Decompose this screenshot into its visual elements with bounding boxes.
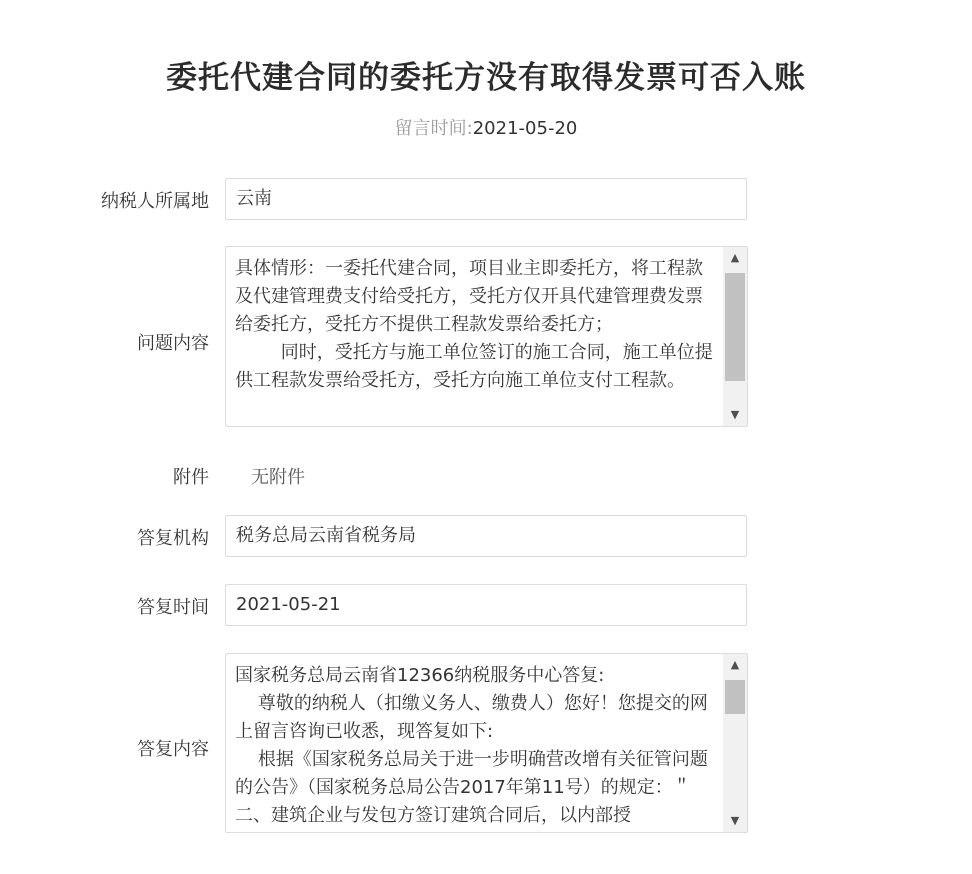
location-label: 纳税人所属地: [101, 191, 209, 212]
reply-paragraph: 根据《国家税务总局关于进一步明确营改增有关征管问题的公告》（国家税务总局公告2017年第11号）的规定：＂二、建筑企业与发包方签订建筑合同后，以内部授: [235, 749, 708, 826]
page-title: 委托代建合同的委托方没有取得发票可否入账: [166, 60, 806, 96]
scroll-up-arrow-icon[interactable]: ▲: [730, 658, 740, 671]
reply-paragraph: 尊敬的纳税人（扣缴义务人、缴费人）您好！您提交的网上留言咨询已收悉，现答复如下:: [235, 693, 708, 742]
message-time: [0, 114, 972, 140]
reply-paragraph: 国家税务总局云南省12366纳税服务中心答复:: [235, 665, 605, 686]
reply-content-label: 答复内容: [137, 739, 209, 760]
question-paragraph: 具体情形：一委托代建合同，项目业主即委托方，将工程款及代建管理费支付给受托方，受托方仅开具代建管理费发票给委托方，受托方不提供工程款发票给委托方；: [235, 258, 703, 335]
attachment-label: 附件: [173, 467, 209, 488]
reply-org-field[interactable]: 税务总局云南省税务局: [225, 515, 747, 557]
message-time-label: 留言时间:: [394, 118, 473, 139]
question-label: 问题内容: [137, 333, 209, 354]
scroll-up-arrow-icon[interactable]: ▲: [730, 251, 740, 264]
location-field[interactable]: 云南: [225, 178, 747, 220]
reply-time-field[interactable]: 2021-05-21: [225, 584, 747, 626]
scroll-down-arrow-icon[interactable]: ▼: [730, 814, 740, 827]
reply-scroll-thumb[interactable]: [725, 680, 745, 714]
reply-org-label: 答复机构: [137, 528, 209, 549]
question-paragraph: 同时，受托方与施工单位签订的施工合同，施工单位提供工程款发票给受托方，受托方向施工单位支付工程款。: [235, 342, 713, 391]
message-time-value: 2021-05-20: [472, 118, 578, 139]
question-textarea[interactable]: [225, 246, 748, 427]
question-scroll-thumb[interactable]: [725, 273, 745, 381]
scroll-down-arrow-icon[interactable]: ▼: [730, 408, 740, 421]
reply-content: [235, 662, 715, 830]
reply-time-label: 答复时间: [137, 597, 209, 618]
reply-scrollbar[interactable]: [723, 654, 747, 832]
question-scrollbar[interactable]: [723, 247, 747, 426]
reply-content-textarea[interactable]: [225, 653, 748, 833]
question-content: [235, 255, 715, 395]
attachment-value: 无附件: [251, 467, 305, 488]
